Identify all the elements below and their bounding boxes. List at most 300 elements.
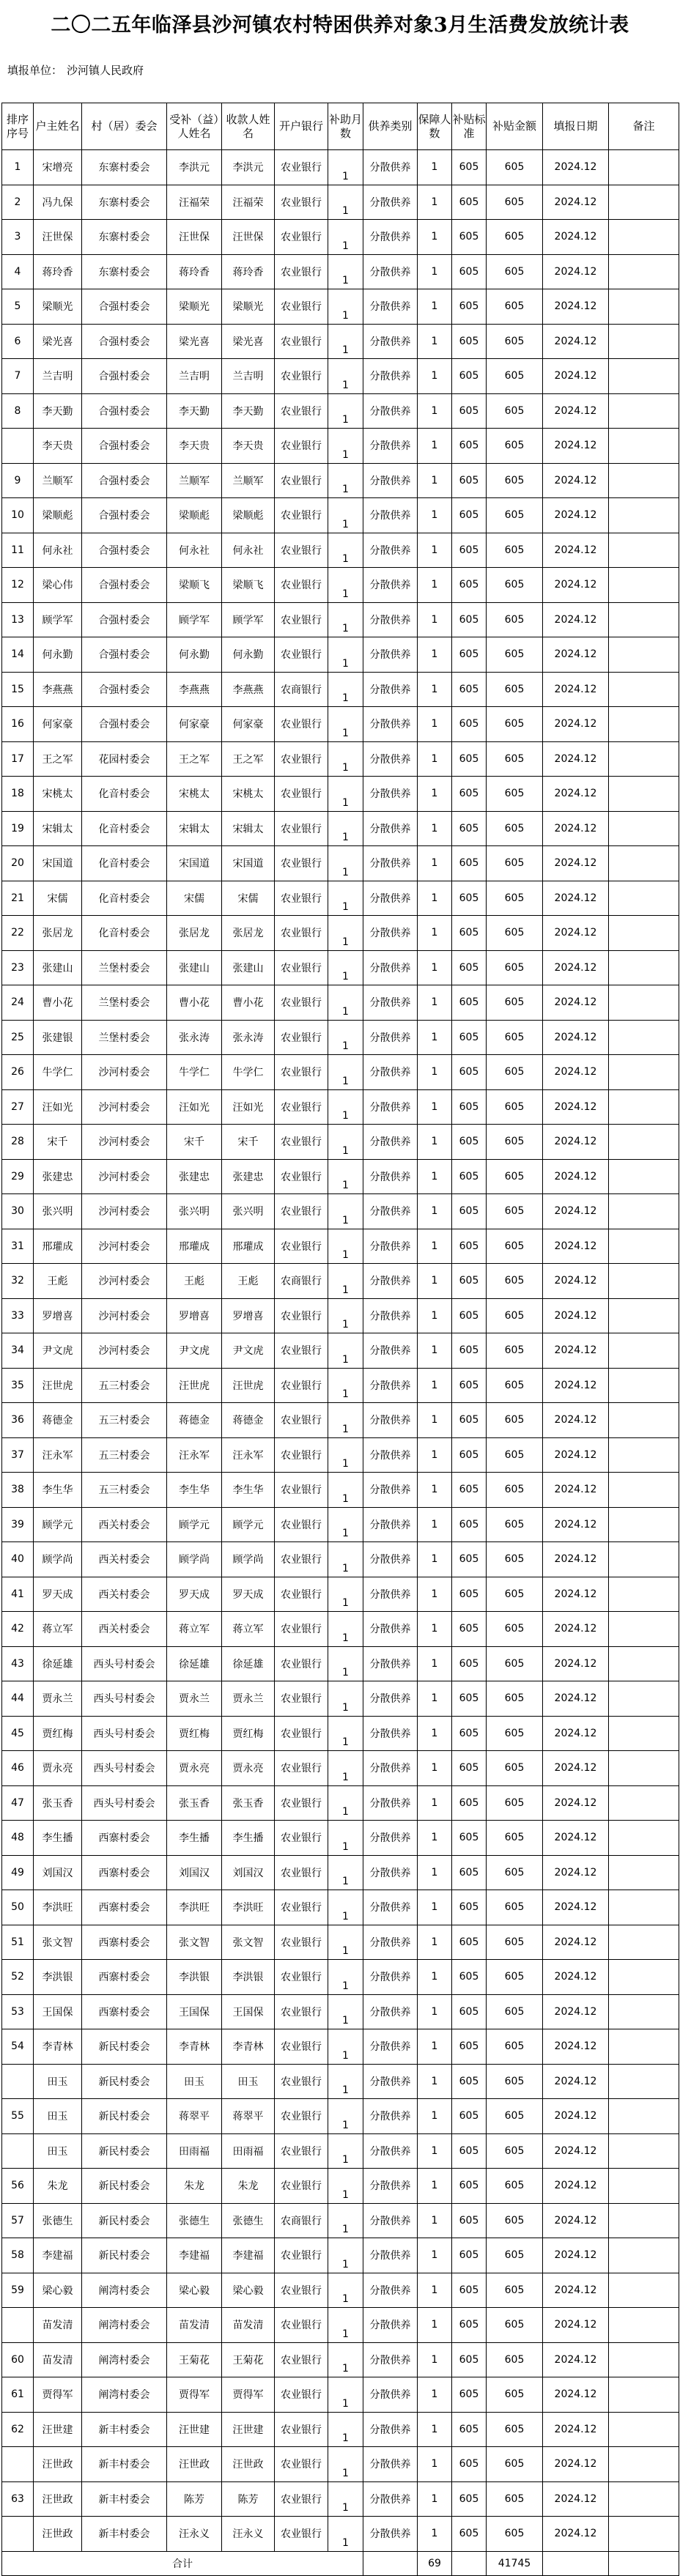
- table-cell: 沙河村委会: [82, 1264, 167, 1299]
- table-cell: 分散供养: [363, 359, 418, 394]
- table-cell: 新民村委会: [82, 2169, 167, 2204]
- table-cell: 贾永兰: [167, 1681, 222, 1717]
- table-cell: 西关村委会: [82, 1612, 167, 1647]
- table-cell: 农业银行: [275, 1020, 328, 1055]
- table-cell: 35: [2, 1368, 34, 1403]
- table-cell: 605: [487, 568, 543, 603]
- table-cell: 1: [328, 254, 363, 289]
- table-cell: 张玉香: [34, 1785, 82, 1821]
- table-cell: 1: [328, 1194, 363, 1229]
- col-header: 收款人姓名: [222, 103, 275, 150]
- col-header: 受补（益）人姓名: [167, 103, 222, 150]
- table-cell: 1: [328, 602, 363, 637]
- table-cell: [609, 741, 679, 777]
- table-cell: 分散供养: [363, 1994, 418, 2029]
- table-cell: 分散供养: [363, 2133, 418, 2169]
- table-cell: 605: [452, 985, 487, 1021]
- table-cell: 合强村委会: [82, 498, 167, 533]
- table-cell: 罗天成: [167, 1577, 222, 1612]
- table-cell: 王彪: [167, 1264, 222, 1299]
- table-cell: 李生华: [222, 1473, 275, 1508]
- table-cell: 贾红梅: [222, 1716, 275, 1751]
- table-cell: [609, 1681, 679, 1717]
- table-cell: 1: [418, 1577, 452, 1612]
- table-cell: 苗发清: [167, 2308, 222, 2343]
- table-row: [2, 985, 679, 1021]
- table-cell: 王国保: [34, 1994, 82, 2029]
- table-cell: 20: [2, 846, 34, 881]
- table-cell: 605: [487, 741, 543, 777]
- table-cell: 李青林: [34, 2029, 82, 2065]
- table-row: [2, 1751, 679, 1786]
- table-cell: 2024.12: [543, 1089, 609, 1125]
- table-cell: 农业银行: [275, 1368, 328, 1403]
- table-row: [2, 1855, 679, 1890]
- table-cell: 2024.12: [543, 254, 609, 289]
- table-row: [2, 1473, 679, 1508]
- table-cell: 605: [487, 1403, 543, 1438]
- table-row: [2, 811, 679, 846]
- table-cell: [609, 2308, 679, 2343]
- table-cell: 农业银行: [275, 324, 328, 359]
- table-cell: 1: [328, 985, 363, 1021]
- table-cell: 汪世政: [34, 2517, 82, 2552]
- table-cell: 田雨福: [167, 2133, 222, 2169]
- table-cell: 1: [328, 707, 363, 742]
- table-cell: 2024.12: [543, 1298, 609, 1333]
- table-cell: 2024.12: [543, 950, 609, 985]
- table-cell: 农业银行: [275, 533, 328, 568]
- total-label: 合计: [2, 2551, 363, 2575]
- table-cell: 2024.12: [543, 881, 609, 916]
- table-cell: 分散供养: [363, 2308, 418, 2343]
- table-cell: 曹小花: [222, 985, 275, 1021]
- table-cell: 1: [328, 289, 363, 325]
- table-cell: [609, 637, 679, 673]
- table-cell: [609, 1333, 679, 1369]
- table-cell: 1: [418, 1994, 452, 2029]
- table-cell: 1: [418, 1612, 452, 1647]
- table-cell: 农业银行: [275, 1994, 328, 2029]
- table-cell: 化音村委会: [82, 916, 167, 951]
- table-row: [2, 220, 679, 255]
- table-cell: 新民村委会: [82, 2133, 167, 2169]
- table-cell: [609, 289, 679, 325]
- table-cell: 1: [328, 2447, 363, 2482]
- table-cell: 33: [2, 1298, 34, 1333]
- table-cell: 1: [418, 359, 452, 394]
- table-cell: 1: [328, 881, 363, 916]
- table-row: [2, 498, 679, 533]
- table-cell: 2024.12: [543, 2169, 609, 2204]
- table-cell: 605: [452, 289, 487, 325]
- table-cell: 1: [418, 1473, 452, 1508]
- table-cell: 何永社: [34, 533, 82, 568]
- table-cell: 农业银行: [275, 1960, 328, 1995]
- table-cell: 新丰村委会: [82, 2412, 167, 2447]
- table-cell: 张永涛: [167, 1020, 222, 1055]
- table-cell: 605: [487, 846, 543, 881]
- table-cell: 张建山: [34, 950, 82, 985]
- table-cell: 蒋立军: [34, 1612, 82, 1647]
- table-cell: 1: [328, 463, 363, 498]
- table-cell: 分散供养: [363, 463, 418, 498]
- table-cell: 合强村委会: [82, 393, 167, 429]
- table-cell: 合强村委会: [82, 429, 167, 464]
- table-cell: 汪永义: [167, 2517, 222, 2552]
- table-cell: 农业银行: [275, 1821, 328, 1856]
- table-cell: 农业银行: [275, 1229, 328, 1264]
- table-cell: 兰顺军: [34, 463, 82, 498]
- table-cell: 605: [487, 1542, 543, 1577]
- table-cell: 1: [418, 2447, 452, 2482]
- table-row: [2, 777, 679, 812]
- table-cell: 冯九保: [34, 185, 82, 220]
- table-row: [2, 2308, 679, 2343]
- table-cell: 605: [452, 707, 487, 742]
- table-cell: 梁顺光: [34, 289, 82, 325]
- table-cell: [609, 324, 679, 359]
- table-cell: [609, 1473, 679, 1508]
- table-row: [2, 1020, 679, 1055]
- table-cell: 梁光喜: [34, 324, 82, 359]
- table-cell: 39: [2, 1507, 34, 1542]
- table-cell: 新民村委会: [82, 2029, 167, 2065]
- table-cell: 分散供养: [363, 2273, 418, 2308]
- table-cell: 汪世保: [167, 220, 222, 255]
- table-cell: 分散供养: [363, 1437, 418, 1473]
- table-cell: 58: [2, 2238, 34, 2273]
- table-cell: [609, 359, 679, 394]
- table-cell: 农业银行: [275, 2029, 328, 2065]
- table-row: [2, 1612, 679, 1647]
- table-cell: 605: [487, 1229, 543, 1264]
- table-cell: 1: [328, 498, 363, 533]
- table-cell: 605: [452, 1403, 487, 1438]
- table-cell: [609, 950, 679, 985]
- table-cell: 605: [452, 2342, 487, 2377]
- table-cell: 农业银行: [275, 950, 328, 985]
- table-cell: 2024.12: [543, 2377, 609, 2413]
- table-cell: 2024.12: [543, 2447, 609, 2482]
- table-row: [2, 393, 679, 429]
- table-cell: 51: [2, 1925, 34, 1960]
- table-cell: 宋儒: [167, 881, 222, 916]
- table-cell: 38: [2, 1473, 34, 1508]
- table-cell: 蒋玲香: [34, 254, 82, 289]
- table-cell: 19: [2, 811, 34, 846]
- table-cell: 张文智: [34, 1925, 82, 1960]
- table-row: [2, 602, 679, 637]
- table-cell: 罗天成: [34, 1577, 82, 1612]
- table-cell: 合强村委会: [82, 289, 167, 325]
- table-cell: 张建忠: [167, 1159, 222, 1194]
- table-cell: 2024.12: [543, 1333, 609, 1369]
- table-cell: [609, 463, 679, 498]
- table-cell: 1: [328, 2377, 363, 2413]
- table-cell: 分散供养: [363, 1194, 418, 1229]
- table-cell: 西寨村委会: [82, 1994, 167, 2029]
- table-cell: 2024.12: [543, 1020, 609, 1055]
- table-cell: [609, 1612, 679, 1647]
- table-cell: 1: [328, 1855, 363, 1890]
- table-cell: 605: [452, 1821, 487, 1856]
- table-cell: 李天贵: [167, 429, 222, 464]
- table-cell: 605: [487, 2029, 543, 2065]
- table-cell: 何永勤: [34, 637, 82, 673]
- table-cell: 605: [452, 916, 487, 951]
- table-cell: 李洪旺: [167, 1890, 222, 1925]
- table-cell: 44: [2, 1681, 34, 1717]
- table-cell: 沙河村委会: [82, 1333, 167, 1369]
- page-title: 二〇二五年临泽县沙河镇农村特困供养对象3月生活费发放统计表: [51, 14, 629, 37]
- table-row: [2, 2273, 679, 2308]
- table-cell: 605: [487, 2481, 543, 2517]
- table-cell: 2024.12: [543, 1542, 609, 1577]
- table-cell: 农业银行: [275, 1646, 328, 1681]
- table-cell: 13: [2, 602, 34, 637]
- table-cell: 农业银行: [275, 254, 328, 289]
- table-cell: 西寨村委会: [82, 1960, 167, 1995]
- table-cell: 2024.12: [543, 811, 609, 846]
- table-cell: [609, 498, 679, 533]
- table-cell: 分散供养: [363, 1716, 418, 1751]
- table-cell: 汪福荣: [167, 185, 222, 220]
- table-cell: 何家豪: [222, 707, 275, 742]
- table-cell: 分散供养: [363, 533, 418, 568]
- table-cell: [2, 429, 34, 464]
- table-cell: 农商银行: [275, 2203, 328, 2238]
- table-cell: 农业银行: [275, 429, 328, 464]
- table-cell: [609, 1298, 679, 1333]
- table-cell: 50: [2, 1890, 34, 1925]
- table-cell: 605: [487, 1577, 543, 1612]
- table-cell: [609, 1437, 679, 1473]
- table-cell: [609, 2481, 679, 2517]
- table-cell: 18: [2, 777, 34, 812]
- table-cell: 罗增喜: [222, 1298, 275, 1333]
- table-cell: 合强村委会: [82, 324, 167, 359]
- table-cell: 蒋德金: [34, 1403, 82, 1438]
- table-cell: 605: [487, 2377, 543, 2413]
- table-cell: 张居龙: [222, 916, 275, 951]
- table-cell: 1: [418, 498, 452, 533]
- table-cell: 李洪旺: [34, 1890, 82, 1925]
- table-cell: 48: [2, 1821, 34, 1856]
- table-cell: 农业银行: [275, 846, 328, 881]
- table-cell: 605: [452, 2412, 487, 2447]
- table-cell: 605: [452, 1681, 487, 1717]
- table-cell: 2024.12: [543, 1612, 609, 1647]
- table-cell: 分散供养: [363, 916, 418, 951]
- table-cell: 2024.12: [543, 1821, 609, 1856]
- table-cell: 宋儒: [34, 881, 82, 916]
- table-cell: 605: [452, 1089, 487, 1125]
- table-cell: 605: [487, 985, 543, 1021]
- table-cell: 17: [2, 741, 34, 777]
- table-cell: 605: [452, 150, 487, 185]
- table-cell: 农业银行: [275, 150, 328, 185]
- table-cell: [2, 2133, 34, 2169]
- table-cell: 605: [487, 1612, 543, 1647]
- table-cell: 宋增亮: [34, 150, 82, 185]
- table-cell: 尹文虎: [34, 1333, 82, 1369]
- table-cell: 何永勤: [167, 637, 222, 673]
- table-cell: 605: [487, 2133, 543, 2169]
- table-cell: 分散供养: [363, 2481, 418, 2517]
- table-cell: 农业银行: [275, 1194, 328, 1229]
- table-cell: 梁心伟: [34, 568, 82, 603]
- table-cell: 1: [418, 846, 452, 881]
- table-cell: 605: [487, 1333, 543, 1369]
- table-cell: 何家豪: [34, 707, 82, 742]
- table-cell: [609, 1229, 679, 1264]
- table-row: [2, 359, 679, 394]
- table-row: [2, 1994, 679, 2029]
- table-cell: 顾学尚: [167, 1542, 222, 1577]
- table-cell: 1: [328, 2169, 363, 2204]
- table-cell: [609, 254, 679, 289]
- table-cell: 1: [328, 1577, 363, 1612]
- table-cell: 新丰村委会: [82, 2517, 167, 2552]
- table-cell: 1: [328, 1368, 363, 1403]
- table-cell: 张永涛: [222, 1020, 275, 1055]
- table-cell: 1: [418, 1751, 452, 1786]
- table-cell: [609, 1821, 679, 1856]
- table-cell: 605: [452, 2169, 487, 2204]
- table-cell: 邢瓘成: [222, 1229, 275, 1264]
- table-cell: 李洪元: [222, 150, 275, 185]
- table-cell: 605: [452, 1368, 487, 1403]
- table-cell: 曹小花: [167, 985, 222, 1021]
- table-cell: 605: [487, 672, 543, 707]
- table-cell: 605: [487, 150, 543, 185]
- table-cell: 2024.12: [543, 2308, 609, 2343]
- table-cell: 1: [328, 1437, 363, 1473]
- table-cell: 605: [452, 393, 487, 429]
- table-cell: 605: [452, 1855, 487, 1890]
- col-header: 备注: [609, 103, 679, 150]
- table-cell: 朱龙: [34, 2169, 82, 2204]
- col-header: 补助月数: [328, 103, 363, 150]
- table-cell: 贾得军: [34, 2377, 82, 2413]
- table-cell: 李洪银: [167, 1960, 222, 1995]
- table-cell: 2024.12: [543, 1507, 609, 1542]
- table-row: [2, 1681, 679, 1717]
- table-cell: 分散供养: [363, 2169, 418, 2204]
- table-cell: 1: [328, 2273, 363, 2308]
- table-cell: 农业银行: [275, 707, 328, 742]
- table-cell: 徐延雄: [34, 1646, 82, 1681]
- table-cell: 2024.12: [543, 2481, 609, 2517]
- table-cell: 1: [328, 672, 363, 707]
- table-cell: 蒋翠平: [167, 2099, 222, 2134]
- table-cell: 贾红梅: [167, 1716, 222, 1751]
- table-cell: 汪世建: [167, 2412, 222, 2447]
- table-cell: 2024.12: [543, 220, 609, 255]
- table-row: [2, 1368, 679, 1403]
- table-cell: 2024.12: [543, 568, 609, 603]
- table-cell: 14: [2, 637, 34, 673]
- table-cell: 605: [452, 533, 487, 568]
- table-cell: 63: [2, 2481, 34, 2517]
- table-cell: 2024.12: [543, 2064, 609, 2099]
- table-cell: 西关村委会: [82, 1507, 167, 1542]
- table-cell: 605: [452, 359, 487, 394]
- table-cell: 西寨村委会: [82, 1925, 167, 1960]
- table-cell: 宋国道: [167, 846, 222, 881]
- table-cell: 605: [452, 1751, 487, 1786]
- table-cell: 2024.12: [543, 672, 609, 707]
- table-cell: 分散供养: [363, 2412, 418, 2447]
- table-cell: 东寨村委会: [82, 150, 167, 185]
- table-cell: 28: [2, 1125, 34, 1160]
- table-cell: 1: [418, 1020, 452, 1055]
- table-cell: [609, 393, 679, 429]
- table-cell: 分散供养: [363, 1055, 418, 1090]
- table-cell: 农业银行: [275, 1055, 328, 1090]
- table-cell: 新民村委会: [82, 2203, 167, 2238]
- table-cell: 15: [2, 672, 34, 707]
- table-cell: 1: [328, 1716, 363, 1751]
- table-cell: 王之军: [34, 741, 82, 777]
- table-cell: 2024.12: [543, 741, 609, 777]
- table-cell: 2024.12: [543, 1994, 609, 2029]
- table-cell: [609, 1646, 679, 1681]
- table-cell: 605: [452, 1577, 487, 1612]
- table-cell: 605: [487, 2517, 543, 2552]
- table-cell: 朱龙: [222, 2169, 275, 2204]
- table-cell: 农业银行: [275, 1925, 328, 1960]
- table-cell: 刘国汉: [167, 1855, 222, 1890]
- table-cell: 1: [418, 1194, 452, 1229]
- table-cell: 1: [328, 1333, 363, 1369]
- table-cell: 王彪: [222, 1264, 275, 1299]
- table-cell: 东寨村委会: [82, 220, 167, 255]
- table-cell: 分散供养: [363, 1890, 418, 1925]
- table-cell: 蒋翠平: [222, 2099, 275, 2134]
- table-cell: 605: [452, 1925, 487, 1960]
- table-row: [2, 846, 679, 881]
- table-cell: 农业银行: [275, 2133, 328, 2169]
- table-cell: 李洪旺: [222, 1890, 275, 1925]
- table-cell: 1: [328, 2517, 363, 2552]
- table-cell: 1: [328, 1751, 363, 1786]
- table-cell: 605: [487, 2238, 543, 2273]
- table-cell: 汪永义: [222, 2517, 275, 2552]
- table-row: [2, 2064, 679, 2099]
- table-cell: 分散供养: [363, 1089, 418, 1125]
- table-cell: 1: [328, 1473, 363, 1508]
- table-cell: 农业银行: [275, 220, 328, 255]
- table-cell: 1: [418, 429, 452, 464]
- table-cell: 1: [418, 637, 452, 673]
- table-cell: 农业银行: [275, 1437, 328, 1473]
- table-cell: 605: [487, 289, 543, 325]
- table-cell: 农业银行: [275, 741, 328, 777]
- table-cell: 1: [418, 1925, 452, 1960]
- table-cell: 1: [418, 2517, 452, 2552]
- table-cell: 1: [328, 393, 363, 429]
- table-cell: 2024.12: [543, 1716, 609, 1751]
- table-cell: 农业银行: [275, 185, 328, 220]
- table-cell: 分散供养: [363, 150, 418, 185]
- table-cell: 农业银行: [275, 916, 328, 951]
- table-cell: 49: [2, 1855, 34, 1890]
- table-row: [2, 741, 679, 777]
- table-cell: 东寨村委会: [82, 185, 167, 220]
- table-cell: 蒋立军: [222, 1612, 275, 1647]
